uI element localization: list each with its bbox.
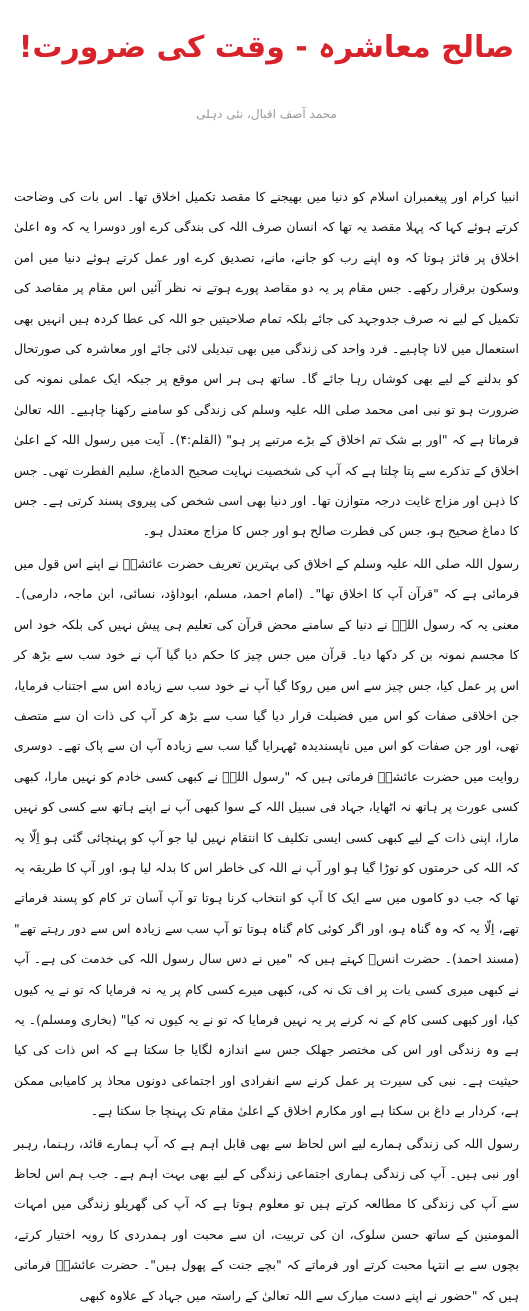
article-byline: محمد آصف اقبال، نئی دہلی <box>196 107 337 121</box>
article-paragraph: انبیا کرام اور پیغمبران اسلام کو دنیا میں بھیجنے کا مقصد تکمیل اخلاق تھا۔ اس بات کی وضاحت کرتے ہوئے کہا کہ پہلا مقصد یہ تھا کہ انسان صرف اللہ کی بندگی کرے اور دوسرا یہ کہ وہ اعلیٰ اخلاق پر فائز ہوتا کہ وہ اپنے رب کو جانے، مانے، تصدیق کرے اور عمل کرتے ہوئے دنیا میں امن وسکون برقرار رکھے۔ جس مقام پر یہ دو مقاصد پورے ہوتے نہ نظر آئیں اس مقام پر مقاصد کی تکمیل کے لیے نہ صرف جدوجہد کی جائے بلکہ تمام صلاحیتیں جو اللہ کی عطا کردہ ہیں انہیں بھی استعمال میں لانا چاہیے۔ فرد واحد کی زندگی میں بھی تبدیلی لائی جائے اور معاشرہ کی صورتحال کو بدلنے کے لیے بھی کوشاں رہا جائے گا۔ ساتھ ہی ہر اس موقع پر جبکہ ایک عملی نمونہ کی ضرورت ہو تو نبی امی محمد صلی اللہ علیہ وسلم کی زندگی کو سامنے رکھنا چاہیے۔ اللہ تعالیٰ فرماتا ہے کہ "اور بے شک تم اخلاق کے بڑے مرتبے پر ہو" (القلم:۴)۔ آیت میں رسول اللہ کے اعلیٰ اخلاق کے تذکرے سے پتا چلتا ہے کہ آپ کی شخصیت نہایت صحیح الدماغ، سلیم الفطرت تھی۔ جس کا ذہن اور مزاج غایت درجہ متوازن تھا۔ اور دنیا بھی اسی شخص کی پیروی پسند کرتی ہے۔ جس کا دماغ صحیح ہو، جس کی فطرت صالح ہو اور جس کا مزاج معتدل ہو۔ <box>14 189 520 539</box>
article-body <box>14 182 519 1311</box>
article-paragraph: رسول اللہ صلی اللہ علیہ وسلم کے اخلاق کی بہترین تعریف حضرت عائشہؓ نے اپنے اس قول میں فرمائی ہے کہ "قرآن آپ کا اخلاق تھا"۔ (امام احمد، مسلم، ابوداؤد، نسائی، ابن ماجہ، دارمی)۔ معنی یہ کہ رسول اللہؐ نے دنیا کے سامنے محض قرآن کی تعلیم ہی پیش نہیں کی بلکہ خود اس کا مجسم نمونہ بن کر دکھا دیا۔ قرآن میں جس چیز کا حکم دیا گیا آپ نے خود سب سے بڑھ کر اس پر عمل کیا، جس چیز سے اس میں روکا گیا آپ نے خود سب سے زیادہ اس سے اجتناب فرمایا، جن اخلاقی صفات کو اس میں فضیلت قرار دیا گیا سب سے بڑھ کر آپ کی ذات ان سے متصف تھی، اور جن صفات کو اس میں ناپسندیدہ ٹھہرایا گیا سب سے زیادہ آپ ان سے پاک تھے۔ دوسری روایت میں حضرت عائشہؓ فرماتی ہیں کہ "رسول اللہؐ نے کبھی کسی خادم کو نہیں مارا، کبھی کسی عورت پر ہاتھ نہ اٹھایا، جہاد فی سبیل اللہ کے سوا کبھی آپ نے اپنے ہاتھ سے کسی کو نہیں مارا، اپنی ذات کے لیے کبھی کسی ایسی تکلیف کا انتقام نہیں لیا جو آپ کو پہنچائی گئی ہو اِلّا یہ کہ اللہ کی حرمتوں کو توڑا گیا ہو اور آپ نے اللہ کی خاطر اس کا بدلہ لیا ہو، اور آپ کا طریقہ یہ تھا کہ جب دو کاموں میں سے ایک کا آپ کو انتخاب کرنا ہوتا تو آپ آسان تر کام کو پسند فرماتے تھے، اِلّا یہ کہ وہ گناہ ہو، اور اگر کوئی کام گناہ ہوتا تو آپ سب سے زیادہ اس سے دور رہتے تھے" (مسند احمد)۔ حضرت انسؓ کہتے ہیں کہ "میں نے دس سال رسول اللہ کی خدمت کی ہے۔ آپ نے کبھی میری کسی بات پر اف تک نہ کی، کبھی میرے کسی کام پر یہ نہ فرمایا کہ تو نے یہ کیوں کیا، اور کبھی کسی کام کے نہ کرنے پر یہ نہیں فرمایا کہ تو نے یہ کیوں نہ کیا" (بخاری ومسلم)۔ یہ ہے وہ زندگی اور اس کی مختصر جھلک جس سے اندازہ لگایا جا سکتا ہے کہ اس ذات کی کیا حیثیت ہے۔ نبی کی سیرت پر عمل کرنے سے انفرادی اور اجتماعی دونوں محاذ پر کامیابی ممکن ہے، کردار بے داغ بن سکتا ہے اور مکارم اخلاق کے اعلیٰ مقام تک پہنچا جا سکتا ہے۔ <box>14 555 519 1119</box>
article-page <box>0 26 529 1311</box>
article-paragraph: رسول اللہ کی زندگی ہمارے لیے اس لحاظ سے بھی قابل اہم ہے کہ آپ ہمارے قائد، رہنما، رہبر اور نبی ہیں۔ آپ کی زندگی ہماری اجتماعی زندگی کے لیے بھی بہت اہم ہے۔ جب ہم اس لحاظ سے آپ کی زندگی کا مطالعہ کرتے ہیں تو معلوم ہوتا ہے کہ آپ کی گھریلو زندگی میں امہات المومنین کے ساتھ حسن سلوک، ان کی تربیت، ان سے محبت اور ہمدردی کا رویہ اختیار کرتے، بچوں سے بے انتہا محبت کرتے اور فرماتے کہ "بچے جنت کے پھول ہیں"۔ حضرت عائشہؓ فرماتی ہیں کہ "حضور نے اپنے دست مبارک سے اللہ تعالیٰ کے راستہ میں جہاد کے علاوہ کبھی <box>14 1135 519 1303</box>
article-title: صالح معاشرہ - وقت کی ضرورت! <box>18 30 515 65</box>
